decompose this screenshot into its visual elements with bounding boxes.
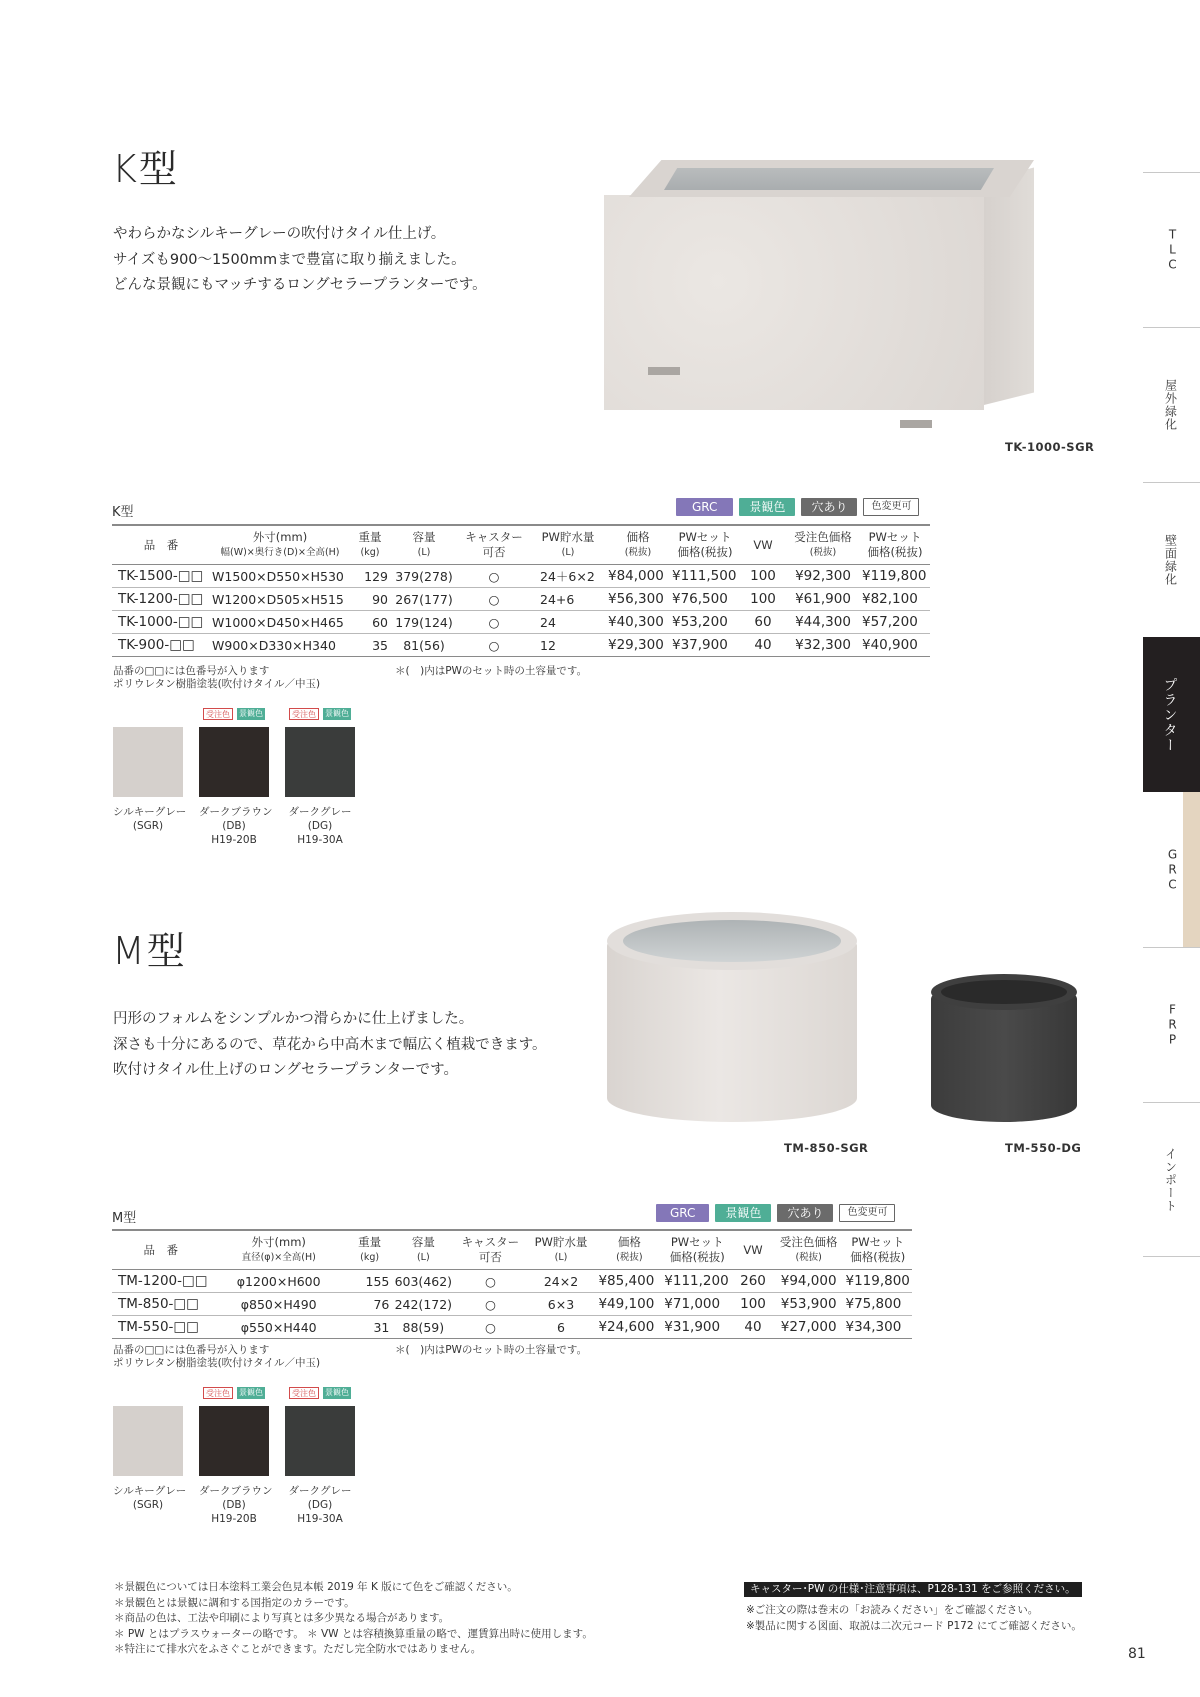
cell-pw-water: 6×3 [526,1293,597,1316]
desc-line: サイズも900〜1500mmまで豊富に取り揃えました。 [113,251,466,268]
cell-pw-set: ¥76,500 [670,588,740,611]
cell-dims: φ550×H440 [210,1316,348,1339]
swatch-name: ダークグレー [288,806,352,818]
cell-vw: 100 [740,565,786,588]
col-code: 品 番 [143,537,179,552]
color-change-badge: 色変更可 [839,1204,895,1222]
scenic-color-badge: 景観色 [739,498,795,516]
cell-pw-water: 24＋6×2 [530,565,606,588]
cell-pw-set: ¥111,500 [670,565,740,588]
cell-capacity: 81(56) [390,634,458,657]
round-planter-small-image [931,974,1079,1124]
side-tab-import[interactable] [1143,1102,1200,1257]
col-capacity: 容量 (L) [411,1235,435,1263]
swatch-color-box [199,1406,269,1476]
page-number: 81 [1128,1646,1146,1662]
swatch-code: H19-20B [211,1513,257,1525]
table-row [112,588,930,611]
m-table-label: M型 [112,1211,137,1226]
swatch-name: ダークブラウン [199,806,273,818]
swatch-abbr: (SGR) [132,1499,164,1511]
note-line: ポリウレタン樹脂塗装(吹付けタイル／中玉) [113,1357,321,1369]
col-capacity: 容量 (L) [412,530,436,558]
cell-capacity: 267(177) [390,588,458,611]
swatch-silky-grey [113,708,187,847]
cell-pw-set: ¥71,000 [662,1293,732,1316]
planter-foot [648,367,680,375]
swatch-name: シルキーグレー [113,1485,187,1497]
cell-pw-water: 12 [530,634,606,657]
cell-caster: ○ [455,1270,525,1293]
caster-pw-reference-bar: キャスター･PW の仕様･注意事項は、P128-131 をご参照ください。 [744,1582,1082,1597]
cell-caster: ○ [458,611,530,634]
footer-note: ※ご注文の際は巻末の「お読みください」をご確認ください。 [746,1604,1039,1616]
cell-order-pw-set: ¥75,800 [843,1293,912,1316]
m-image-caption-small: TM-550-DG [1005,1141,1082,1155]
m-capacity-note: ＊( )内はPWのセット時の土容量です。 [395,1344,588,1356]
cell-price: ¥85,400 [596,1270,662,1293]
footer-note: ＊商品の色は、工法や印刷により写真とは多少異なる場合があります。 [114,1612,450,1624]
col-code: 品 番 [143,1242,178,1257]
col-price: 価格 (税抜) [616,1235,643,1263]
col-price: 価格 (税抜) [624,530,652,558]
order-color-tag: 受注色 [203,1387,233,1399]
swatch-dark-brown [199,708,273,847]
col-pw-set: PWセット 価格(税抜) [669,1235,725,1264]
cell-dims: W1000×D450×H465 [210,611,350,634]
col-dims: 外寸(mm) 幅(W)×奥行き(D)×全高(H) [220,530,340,558]
cell-order-pw-set: ¥57,200 [860,611,930,634]
side-tab-label: GRC [1165,847,1180,892]
col-order-price: 受注色価格 (税抜) [794,530,852,558]
footer-note: ＊景観色については日本塗料工業会色見本帳 2019 年 K 版にて色をご確認ください。 [114,1581,518,1593]
drain-hole-badge: 穴あり [801,498,857,516]
col-order-pw-set: PWセット 価格(税抜) [850,1235,906,1264]
cell-order-price: ¥53,900 [774,1293,844,1316]
col-caster: キャスター 可否 [461,1235,520,1264]
m-series-description [113,1007,547,1084]
cell-price: ¥29,300 [606,634,670,657]
side-tab-planter[interactable] [1143,637,1200,792]
swatch-code: H19-20B [211,834,257,846]
swatch-name: シルキーグレー [113,806,187,818]
cell-vw: 100 [740,588,786,611]
cell-pw-water: 24+6 [530,588,606,611]
side-tab-label: 屋外緑化 [1163,379,1178,431]
cell-weight: 90 [350,588,390,611]
grc-badge: GRC [656,1204,709,1222]
col-pw-water: PW貯水量 (L) [534,1235,588,1263]
cell-code: TK-900-□□ [112,634,210,657]
scenic-color-badge: 景観色 [715,1204,771,1222]
side-tab-label: FRP [1165,1002,1180,1048]
cell-order-pw-set: ¥34,300 [843,1316,912,1339]
planter-side [984,168,1034,405]
order-color-tag: 受注色 [203,708,233,720]
planter-liner [664,168,994,190]
m-feature-badges [656,1204,895,1222]
table-row [112,1270,912,1293]
order-color-tag: 受注色 [289,708,319,720]
cell-order-price: ¥27,000 [774,1316,844,1339]
table-row [112,565,930,588]
footer-notes [114,1580,593,1658]
cell-pw-water: 24 [530,611,606,634]
note-line: ポリウレタン樹脂塗装(吹付けタイル／中玉) [113,678,321,690]
cell-price: ¥56,300 [606,588,670,611]
cell-capacity: 179(124) [390,611,458,634]
swatch-abbr: (DG) [307,820,333,832]
cell-code: TK-1000-□□ [112,611,210,634]
cell-weight: 129 [350,565,390,588]
cell-order-price: ¥61,900 [786,588,860,611]
cell-order-price: ¥44,300 [786,611,860,634]
desc-line: 深さも十分にあるので、草花から中高木まで幅広く植栽できます。 [113,1036,547,1053]
cell-dims: W900×D330×H340 [210,634,350,657]
k-table-label: K型 [112,505,134,520]
cell-order-pw-set: ¥40,900 [860,634,930,657]
swatch-abbr: (DB) [222,820,246,832]
m-color-swatches [113,1387,355,1526]
swatch-abbr: (DB) [222,1499,246,1511]
footer-note: ＊特注にて排水穴をふさぐことができます。ただし完全防水ではありません。 [114,1643,482,1655]
side-tab-label: 壁面緑化 [1163,534,1178,586]
planter-front [604,195,984,410]
col-vw: VW [753,537,773,552]
cell-weight: 31 [348,1316,391,1339]
cell-caster: ○ [455,1316,525,1339]
cell-caster: ○ [455,1293,525,1316]
m-table-notes [113,1344,320,1370]
cell-caster: ○ [458,634,530,657]
desc-line: 円形のフォルムをシンプルかつ滑らかに仕上げました。 [113,1011,474,1027]
footer-note: ※製品に関する図面、取説は二次元コード P172 にてご確認ください。 [746,1619,1082,1632]
cell-order-price: ¥32,300 [786,634,860,657]
cell-pw-set: ¥111,200 [662,1270,732,1293]
cell-price: ¥24,600 [596,1316,662,1339]
side-tab-label: プランター [1161,677,1178,752]
note-line: 品番の□□には色番号が入ります [113,1344,270,1356]
side-tab-outdoor-greening[interactable] [1143,327,1200,482]
m-image-caption-large: TM-850-SGR [784,1141,869,1155]
cell-weight: 155 [348,1270,391,1293]
cell-vw: 260 [732,1270,774,1293]
cell-order-pw-set: ¥119,800 [860,565,930,588]
cell-vw: 40 [740,634,786,657]
cell-capacity: 242(172) [391,1293,455,1316]
swatch-silky-grey [113,1387,187,1526]
col-weight: 重量 (kg) [358,530,382,558]
table-header-row [112,1230,912,1270]
cell-code: TM-850-□□ [112,1293,210,1316]
footer-note: ＊景観色とは景観に調和する国指定のカラーです。 [114,1596,355,1609]
table-header-row [112,525,930,565]
cell-order-price: ¥92,300 [786,565,860,588]
cell-vw: 100 [732,1293,774,1316]
desc-line: どんな景観にもマッチするロングセラープランターです。 [113,277,487,293]
cell-caster: ○ [458,588,530,611]
planter-foot [900,420,932,428]
m-spec-table [112,1229,912,1339]
color-change-badge: 色変更可 [863,498,919,516]
k-image-caption: TK-1000-SGR [1005,440,1095,454]
order-color-tag: 受注色 [289,1387,319,1399]
table-row [112,611,930,634]
side-tab-grc[interactable] [1143,792,1200,947]
table-row [112,634,930,657]
m-series-title: M型 [112,929,187,973]
cell-capacity: 603(462) [391,1270,455,1293]
side-tab-tlc[interactable] [1143,172,1200,327]
cell-code: TK-1500-□□ [112,565,210,588]
table-row [112,1316,912,1339]
cell-vw: 60 [740,611,786,634]
side-tab-label: TLC [1165,227,1180,273]
col-order-price: 受注色価格 (税抜) [779,1235,838,1263]
grc-badge: GRC [676,498,733,516]
cell-dims: W1200×D505×H515 [210,588,350,611]
swatch-abbr: (DG) [307,1499,333,1511]
cell-price: ¥84,000 [606,565,670,588]
k-table-notes [113,665,320,691]
col-caster: キャスター 可否 [465,530,523,559]
swatch-color-box [113,727,183,797]
swatch-name: ダークグレー [288,1485,352,1497]
swatch-dark-grey [285,1387,355,1526]
scenic-color-tag: 景観色 [239,1388,263,1397]
swatch-color-box [285,727,355,797]
k-feature-badges [676,498,919,516]
cell-order-pw-set: ¥119,800 [843,1270,912,1293]
side-index-tabs [1143,172,1200,1257]
cell-capacity: 379(278) [390,565,458,588]
k-series-description [113,222,487,299]
cell-caster: ○ [458,565,530,588]
swatch-code: H19-30A [297,834,343,846]
footer-order-notes [746,1603,1082,1634]
cell-pw-set: ¥31,900 [662,1316,732,1339]
cell-dims: φ1200×H600 [210,1270,348,1293]
cell-code: TM-1200-□□ [112,1270,210,1293]
cell-weight: 60 [350,611,390,634]
swatch-abbr: (SGR) [132,820,164,832]
cell-dims: W1500×D550×H530 [210,565,350,588]
col-order-pw-set: PWセット 価格(税抜) [867,530,923,559]
cell-order-pw-set: ¥82,100 [860,588,930,611]
cell-capacity: 88(59) [391,1316,455,1339]
desc-line: 吹付けタイル仕上げのロングセラープランターです。 [113,1062,458,1078]
cell-code: TK-1200-□□ [112,588,210,611]
swatch-name: ダークブラウン [199,1485,273,1497]
col-pw-set: PWセット 価格(税抜) [677,530,733,559]
col-weight: 重量 (kg) [358,1235,382,1263]
col-pw-water: PW貯水量 (L) [541,530,595,558]
cell-pw-set: ¥37,900 [670,634,740,657]
cell-pw-water: 24×2 [526,1270,597,1293]
cell-price: ¥49,100 [596,1293,662,1316]
k-series-title: K型 [112,147,179,191]
swatch-color-box [285,1406,355,1476]
col-vw: VW [743,1242,763,1257]
rectangular-planter-image [604,160,1044,430]
cell-weight: 76 [348,1293,391,1316]
swatch-code: H19-30A [297,1513,343,1525]
side-tab-label: インポート [1163,1147,1178,1212]
cell-code: TM-550-□□ [112,1316,210,1339]
swatch-color-box [199,727,269,797]
table-row [112,1293,912,1316]
side-tab-frp[interactable] [1143,947,1200,1102]
note-line: 品番の□□には色番号が入ります [113,665,270,677]
k-capacity-note: ＊( )内はPWのセット時の土容量です。 [395,665,588,677]
cell-vw: 40 [732,1316,774,1339]
k-spec-table [112,524,930,657]
round-planter-large-image [607,912,857,1124]
cell-weight: 35 [350,634,390,657]
cell-pw-water: 6 [526,1316,597,1339]
scenic-color-tag: 景観色 [239,709,263,718]
cell-price: ¥40,300 [606,611,670,634]
col-dims: 外寸(mm) 直径(φ)×全高(H) [241,1235,316,1263]
desc-line: やわらかなシルキーグレーの吹付けタイル仕上げ。 [113,226,446,242]
scenic-color-tag: 景観色 [325,1388,349,1397]
swatch-dark-brown [199,1387,273,1526]
side-tab-wall-greening[interactable] [1143,482,1200,637]
cell-dims: φ850×H490 [210,1293,348,1316]
drain-hole-badge: 穴あり [777,1204,833,1222]
swatch-color-box [113,1406,183,1476]
footer-note: ＊ PW とはプラスウォーターの略です。 ＊ VW とは容積換算重量の略で、運賃算出時に使用します。 [114,1627,593,1640]
cell-pw-set: ¥53,200 [670,611,740,634]
cell-order-price: ¥94,000 [774,1270,844,1293]
k-color-swatches [113,708,355,847]
scenic-color-tag: 景観色 [325,709,349,718]
swatch-dark-grey [285,708,355,847]
